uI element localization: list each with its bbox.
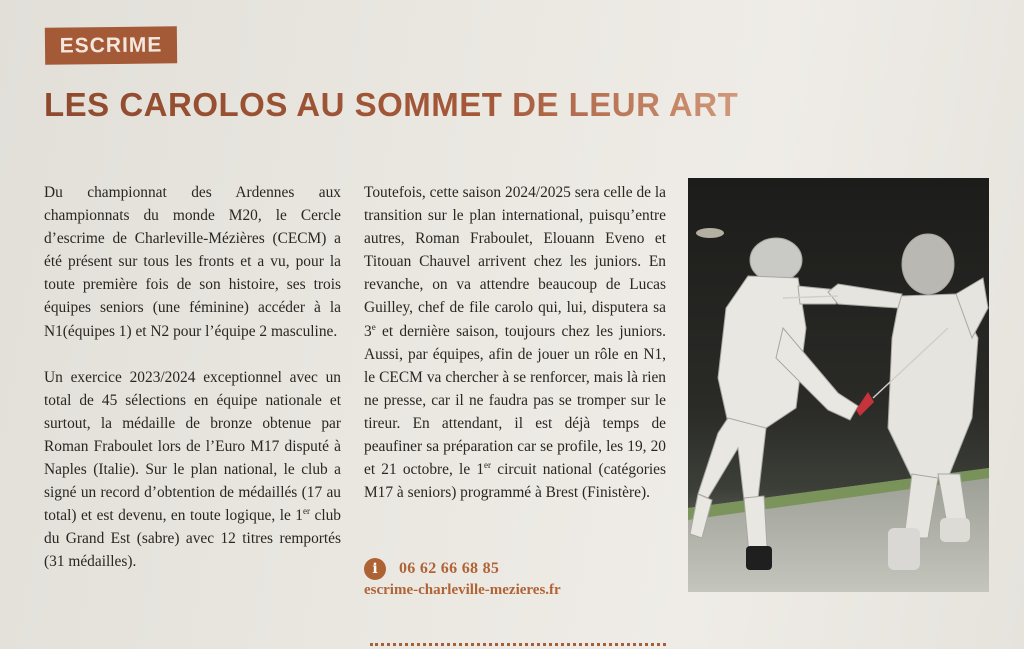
phone-row [364,557,624,580]
article-headline: LES CAROLOS AU SOMMET DE LEUR ART [44,86,944,124]
paragraph-3 [364,181,666,504]
fencers-illustration [688,178,989,592]
left-shoe [746,546,772,570]
right-shoe [888,528,920,570]
article-column-1 [44,181,341,574]
paragraph-2 [44,366,341,574]
dotted-divider [370,643,666,646]
contact-block [364,557,624,599]
paragraph-2-text-a: Un exercice 2023/2024 exceptionnel avec un total de 45 sélections en équipe nationale et surtout, la médaille de bronze obtenue par Roman Fraboulet lors de l’Euro M17 disputé à Naples (Italie). Sur le plan national, le club a signé un record d’obtention de médaillés (17 au total) et est devenu, en toute logique, le 1 [44,368,341,525]
article-column-2 [364,181,666,504]
paragraph-3-text-b: et dernière saison, toujours chez les juniors. Aussi, par équipes, afin de jouer un rôle en N1, le CECM va chercher à se renforcer, mais là rien ne presse, car il ne faudra pas se tromper sur le tireur. En attendant, il est déjà temps de peaufiner sa préparation car se profile, les 19, 20 et 21 octobre, le 1 [364,322,666,479]
paragraph-2-text-b: club du Grand Est (sabre) avec 12 titres remportés (31 médailles). [44,507,341,571]
superscript: e [371,321,376,332]
superscript: er [484,460,492,471]
phone-number[interactable]: 06 62 66 68 85 [399,559,500,577]
paragraph-1: Du championnat des Ardennes aux championnats du monde M20, le Cercle d’escrime de Charleville-Mézières (CECM) a été présent sur tous les fronts et a vu, pour la toute première fois de son histoire, ses trois équipes seniors (une féminine) accéder à la N1(équipes 1) et N2 pour l’équipe 2 masculine. [44,184,341,340]
fencing-photo [688,178,989,592]
info-icon: i [364,558,386,580]
website-link[interactable]: escrime-charleville-mezieres.fr [364,582,561,598]
section-tag: ESCRIME [45,26,177,64]
superscript: er [303,506,310,517]
paragraph-3-text-a: Toutefois, cette saison 2024/2025 sera celle de la transition sur le plan international, puisqu’entre autres, Roman Fraboulet, Elouann Eveno et Titouan Chauvel arrivent chez les juniors. En revanche, on va attendre beaucoup de Lucas Guilley, chef de file carolo qui, lui, disputera sa 3 [364,184,666,340]
paragraph-3-text-c: circuit national (catégories M17 à seniors) programmé à Brest (Finistère). [364,461,666,502]
